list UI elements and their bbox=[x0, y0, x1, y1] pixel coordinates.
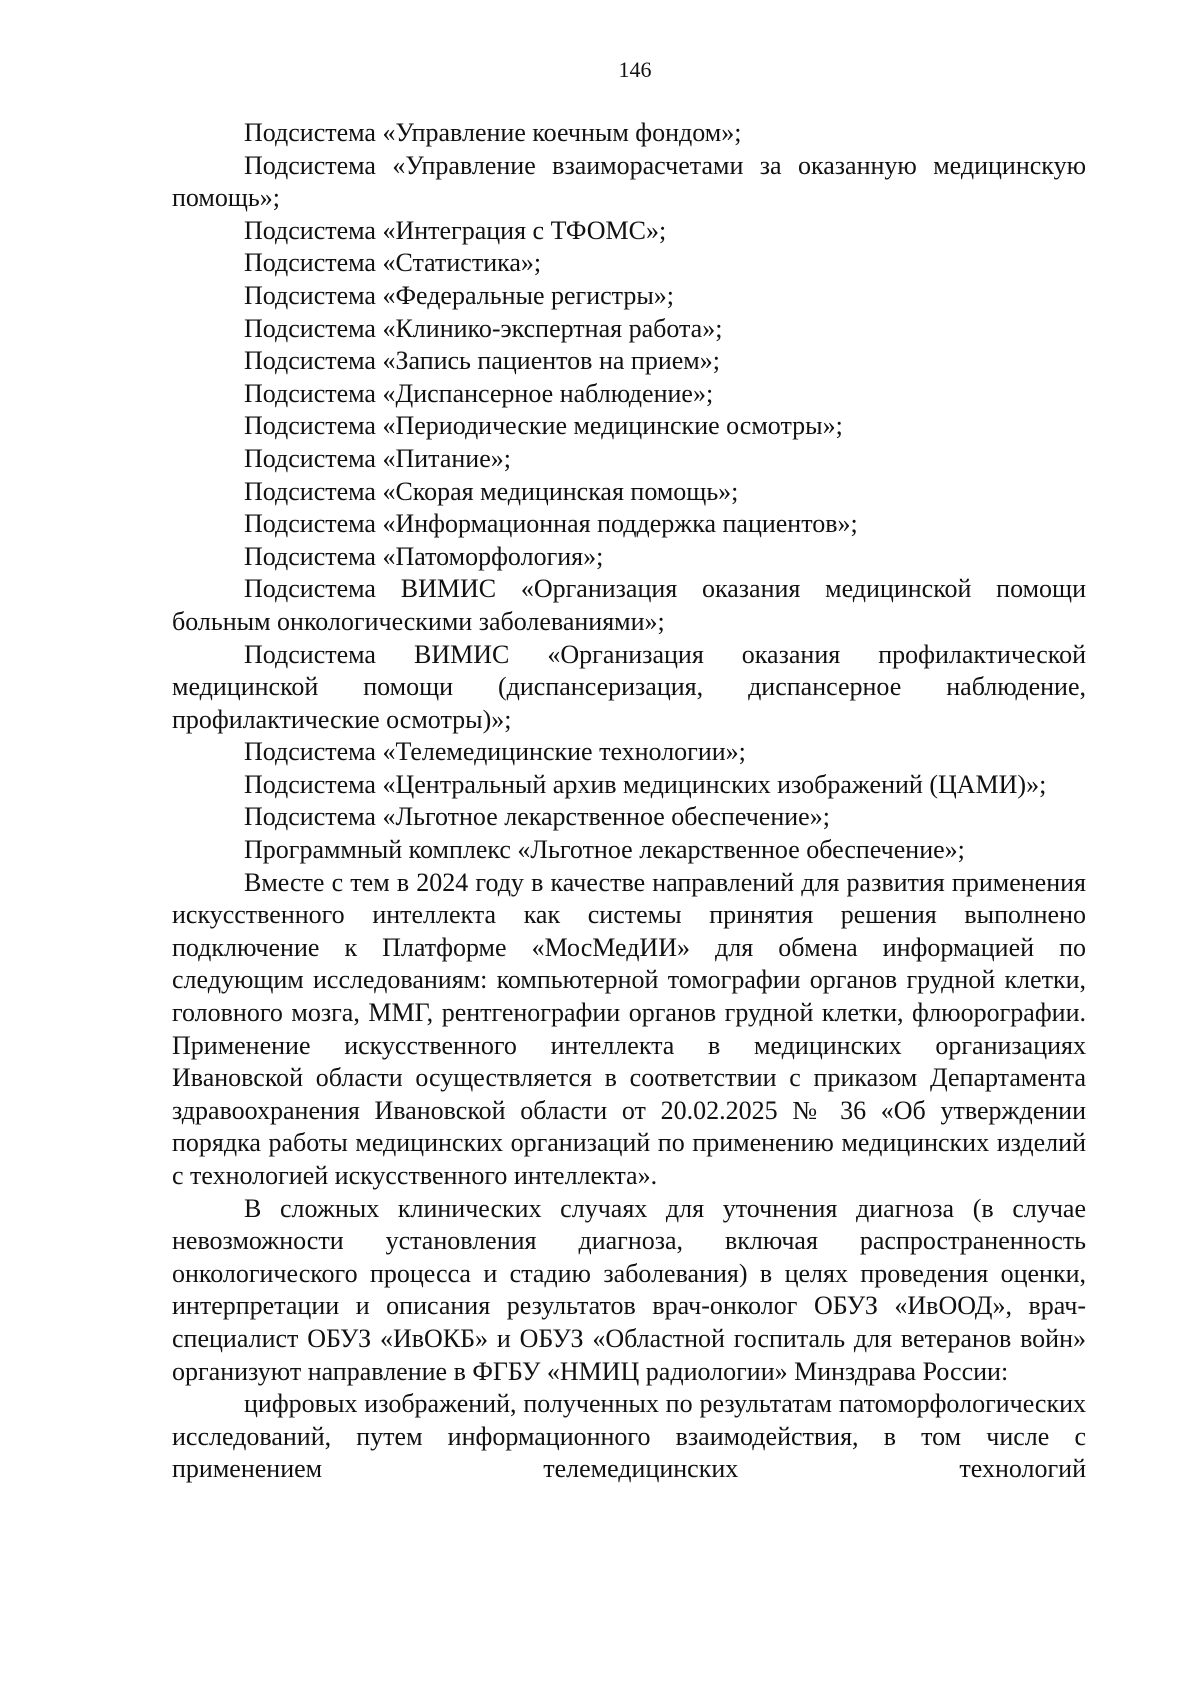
list-item-cami: Подсистема «Центральный архив медицинских изображений (ЦАМИ)»; bbox=[244, 769, 1047, 799]
list-item-patient-support: Подсистема «Информационная поддержка пациентов»; bbox=[244, 509, 858, 539]
paragraph-complex-cases: В сложных клинических случаях для уточнения диагноза (в случае невозможности установления диагноза, включая распространенность онкологического процесса и стадию заболевания) в целях проведения оценки, интерпретации и описания результатов врач-онколог ОБУЗ «ИвООД», врач-специалист ОБУЗ «ИвОКБ» и ОБУЗ «Областной госпиталь для ветеранов войн» организуют направление в ФГБУ «НМИЦ радиологии» Минздрава России: bbox=[172, 1193, 1086, 1386]
paragraph-ai-platform: Вместе с тем в 2024 году в качестве направлений для развития применения искусственного интеллекта как системы принятия решения выполнено подключение к Платформе «МосМедИИ» для обмена информацией по следующим исследованиям: компьютерной томографии органов грудной клетки, головного мозга, ММГ, рентгенографии органов грудной клетки, флюорографии. Применение искусственного интеллекта в медицинских организациях Ивановской области осуществляется в соответствии с приказом Департамента здравоохранения Ивановской области от 20.02.2025 № 36 «Об утверждении порядка работы медицинских организаций по применению медицинских изделий с технологией искусственного интеллекта». bbox=[172, 867, 1086, 1190]
list-item-mutual-settlements: Подсистема «Управление взаиморасчетами за оказанную медицинскую помощь»; bbox=[172, 150, 1086, 213]
list-item-bed-fund: Подсистема «Управление коечным фондом»; bbox=[244, 118, 742, 147]
list-item-preferential-drugs: Подсистема «Льготное лекарственное обеспечение»; bbox=[244, 802, 830, 832]
list-item-periodic-examinations: Подсистема «Периодические медицинские осмотры»; bbox=[244, 411, 843, 441]
list-item-appointments: Подсистема «Запись пациентов на прием»; bbox=[244, 346, 720, 376]
list-item-preferential-drugs-software: Программный комплекс «Льготное лекарственное обеспечение»; bbox=[244, 835, 965, 865]
list-item-vimis-oncology: Подсистема ВИМИС «Организация оказания медицинской помощи больным онкологическими заболеваниями»; bbox=[172, 574, 1086, 636]
list-item-statistics: Подсистема «Статистика»; bbox=[244, 248, 542, 278]
document-body bbox=[172, 117, 1086, 1486]
list-item-emergency-care: Подсистема «Скорая медицинская помощь»; bbox=[244, 476, 739, 506]
page-number: 146 bbox=[618, 57, 652, 82]
list-item-dispensary-observation: Подсистема «Диспансерное наблюдение»; bbox=[244, 378, 714, 408]
list-item-telemedicine: Подсистема «Телемедицинские технологии»; bbox=[244, 737, 746, 767]
list-item-federal-registers: Подсистема «Федеральные регистры»; bbox=[244, 280, 675, 310]
list-item-pathomorphology: Подсистема «Патоморфология»; bbox=[244, 541, 604, 571]
list-item-vimis-prevention: Подсистема ВИМИС «Организация оказания профилактической медицинской помощи (диспансеризация, диспансерное наблюдение, профилактические осмотры)»; bbox=[172, 639, 1086, 734]
list-item-tfoms-integration: Подсистема «Интеграция с ТФОМС»; bbox=[244, 215, 667, 245]
paragraph-digital-images: цифровых изображений, полученных по результатам патоморфологических исследований, путем информационного взаимодействия, в том числе с применением телемедицинских технологий bbox=[172, 1389, 1086, 1484]
list-item-clinical-expert-work: Подсистема «Клинико-экспертная работа»; bbox=[244, 313, 723, 343]
list-item-nutrition: Подсистема «Питание»; bbox=[244, 443, 511, 473]
